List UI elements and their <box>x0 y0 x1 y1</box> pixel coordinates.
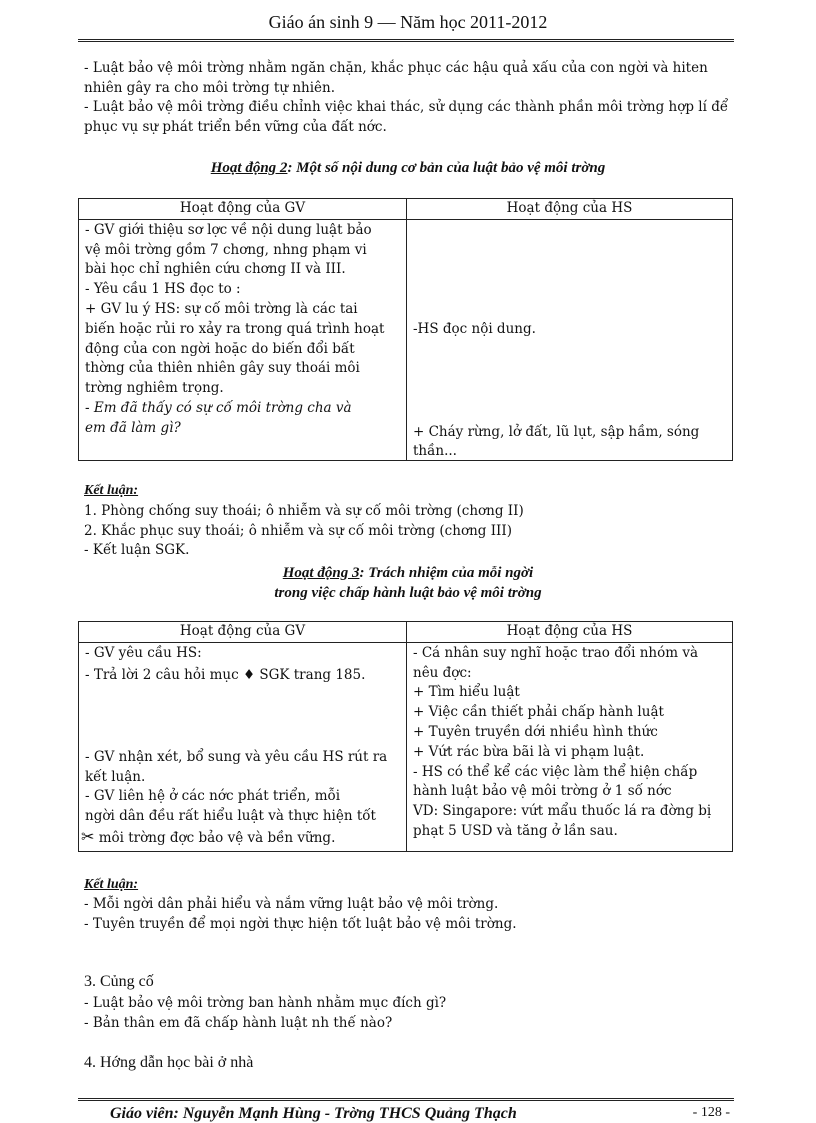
hs-line: -HS đọc nội dung. <box>413 320 536 337</box>
gv-line: môi trờng đợc bảo vệ và bền vững. <box>98 829 336 846</box>
activity-3-heading-line2: trong việc chấp hành luật bảo vệ môi trờng <box>274 585 542 601</box>
activity-3-table <box>78 621 733 852</box>
conclusion-1-label: Kết luận: <box>84 483 139 498</box>
activity-2-gv-cell <box>79 219 407 460</box>
conclusion-2-list <box>84 895 734 934</box>
table-header-hs: Hoạt động của HS <box>407 622 733 643</box>
gv-question-line: - Em đã thấy có sự cố môi trờng cha và <box>85 399 352 416</box>
activity-3-heading <box>0 563 816 603</box>
gv-line: - GV giới thiệu sơ lợc về nội dung luật bảo <box>85 221 372 238</box>
gv-line: kết luận. <box>85 768 146 785</box>
gv-line: trờng nghiêm trọng. <box>85 380 224 397</box>
footer-divider <box>78 1098 734 1101</box>
consolidation-title: 3. Củng cố <box>84 973 154 990</box>
gv-line: ngời dân đều rất hiểu luật và thực hiện tốt <box>85 808 376 825</box>
intro-line: - Luật bảo vệ môi trờng nhằm ngăn chặn, khắc phục các hậu quả xấu của con ngời và hiten <box>84 60 708 76</box>
list-item: - Mỗi ngời dân phải hiểu và nắm vững luật bảo vệ môi trờng. <box>84 896 499 912</box>
gv-line: - Yêu cầu 1 HS đọc to : <box>85 281 241 298</box>
header-divider <box>78 39 734 42</box>
hs-line: nêu đợc: <box>413 664 472 681</box>
gv-feedback-block <box>81 748 400 849</box>
intro-line: nhiên gây ra cho môi trờng tự nhiên. <box>84 79 336 96</box>
gv-line: - GV yêu cầu HS: <box>85 644 202 661</box>
hs-line: + Tuyên truyền dới nhiều hình thức <box>413 723 658 740</box>
hs-line: - HS có thể kể các việc làm thể hiện chấp <box>413 763 698 780</box>
conclusion-1-list <box>84 502 734 561</box>
gv-line: - Trả lời 2 câu hỏi mục ♦ SGK trang 185. <box>85 666 366 683</box>
gv-line: động của con ngời hoặc do biến đổi bất <box>85 340 355 357</box>
intro-line: - Luật bảo vệ môi trờng điều chỉnh việc khai thác, sử dụng các thành phần môi trờng hợp lí để <box>84 99 729 115</box>
table-header-hs: Hoạt động của HS <box>407 199 733 220</box>
hs-line: hành luật bảo vệ môi trờng ở 1 số nớc <box>413 783 672 800</box>
activity-2-heading-text: : Một số nội dung cơ bản của luật bảo vệ môi trờng <box>287 160 606 176</box>
conclusion-2-label: Kết luận: <box>84 877 139 892</box>
page-header-title: Giáo án sinh 9 — Năm học 2011-2012 <box>268 12 548 32</box>
activity-3-hs-cell <box>407 642 733 851</box>
hs-line: + Cháy rừng, lở đất, lũ lụt, sập hầm, sóng <box>413 423 700 440</box>
intro-paragraph <box>84 59 734 137</box>
gv-line: - GV nhận xét, bổ sung và yêu cầu HS rút ra <box>85 748 388 765</box>
list-item: - Tuyên truyền để mọi ngời thực hiện tốt luật bảo vệ môi trờng. <box>84 915 517 932</box>
footer-author: Giáo viên: Nguyễn Mạnh Hùng - Trờng THCS Quảng Thạch <box>110 1105 517 1122</box>
intro-line: phục vụ sự phát triển bền vững của đất nớc. <box>84 118 387 135</box>
list-item: - Luật bảo vệ môi trờng ban hành nhằm mục đích gì? <box>84 995 447 1011</box>
table-header-gv: Hoạt động của GV <box>79 622 407 643</box>
gv-line: - GV liên hệ ở các nớc phát triển, mỗi <box>85 788 341 805</box>
activity-2-heading <box>0 160 816 177</box>
list-item: - Kết luận SGK. <box>84 542 190 558</box>
hs-line: + Tìm hiểu luật <box>413 684 520 701</box>
hs-line: + Việc cần thiết phải chấp hành luật <box>413 704 664 721</box>
hs-line: + Vứt rác bừa bãi là vi phạm luật. <box>413 743 645 760</box>
gv-line: thờng của thiên nhiên gây suy thoái môi <box>85 360 360 377</box>
activity-3-gv-cell <box>79 642 407 851</box>
gv-line: biến hoặc rủi ro xảy ra trong quá trình hoạt <box>85 320 385 337</box>
list-item: - Bản thân em đã chấp hành luật nh thế nào? <box>84 1014 393 1031</box>
list-item: 2. Khắc phục suy thoái; ô nhiễm và sự cố môi trờng (chơng III) <box>84 522 512 539</box>
hs-line: - Cá nhân suy nghĩ hoặc trao đổi nhóm và <box>413 644 698 661</box>
activity-3-heading-text: : Trách nhiệm của mỗi ngời <box>359 565 534 581</box>
table-header-gv: Hoạt động của GV <box>79 199 407 220</box>
activity-2-hs-cell <box>407 219 733 460</box>
gv-line: + GV lu ý HS: sự cố môi trờng là các tai <box>85 300 358 317</box>
scissors-icon: ✂ <box>81 826 95 846</box>
activity-3-heading-label: Hoạt động 3 <box>282 565 360 581</box>
page-footer <box>110 1105 730 1123</box>
hs-line: thần... <box>413 442 457 459</box>
list-item: 1. Phòng chống suy thoái; ô nhiễm và sự cố môi trờng (chơng II) <box>84 503 524 519</box>
activity-2-table <box>78 198 733 461</box>
consolidation-list <box>84 994 734 1033</box>
homework-title: 4. Hớng dẫn học bài ở nhà <box>84 1054 254 1071</box>
gv-line: bài học chỉ nghiên cứu chơng II và III. <box>85 261 346 278</box>
hs-line: VD: Singapore: vứt mẩu thuốc lá ra đờng bị <box>413 803 712 820</box>
hs-line: phạt 5 USD và tăng ở lần sau. <box>413 822 618 839</box>
gv-line: vệ môi trờng gồm 7 chơng, nhng phạm vi <box>85 241 367 258</box>
page-number: - 128 - <box>692 1105 730 1120</box>
gv-question-line: em đã làm gì? <box>85 419 181 436</box>
activity-2-heading-label: Hoạt động 2 <box>210 160 288 176</box>
